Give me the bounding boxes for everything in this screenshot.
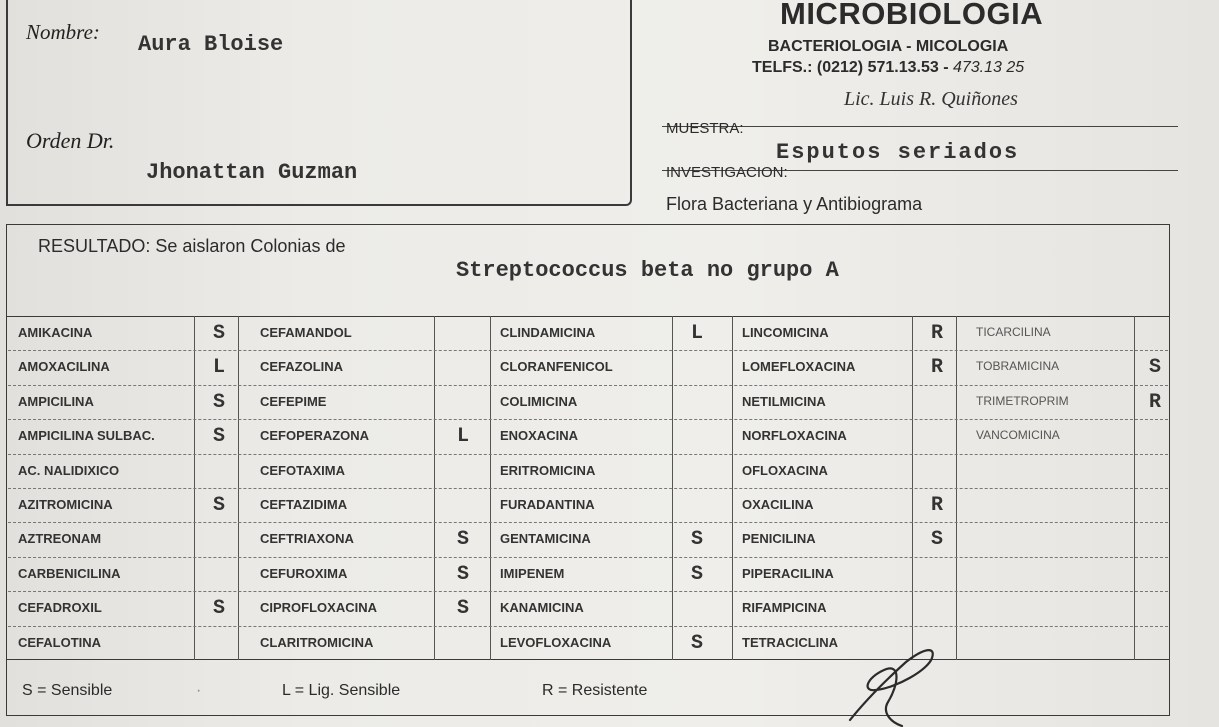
table-row-divider xyxy=(8,350,1168,351)
investigacion-label: INVESTIGACION: xyxy=(666,164,788,181)
antibiotic-name: CARBENICILINA xyxy=(18,565,121,581)
antibiotic-name: CIPROFLOXACINA xyxy=(260,600,377,616)
antibiotic-name: TOBRAMICINA xyxy=(976,359,1060,374)
antibiotic-name: PIPERACILINA xyxy=(742,565,834,581)
antibiotic-name: CEFOPERAZONA xyxy=(260,428,370,444)
result-value: Streptococcus beta no grupo A xyxy=(456,258,839,283)
susceptibility-result: L xyxy=(690,322,703,345)
susceptibility-result: S xyxy=(690,631,703,655)
table-row-divider xyxy=(8,419,1168,420)
lab-phones-main: TELFS.: (0212) 571.13.53 - xyxy=(752,59,949,76)
susceptibility-result: R xyxy=(930,356,943,380)
legend-resistente: R = Resistente xyxy=(542,682,648,699)
antibiotic-name: AZITROMICINA xyxy=(18,497,113,512)
antibiotic-name: TICARCILINA xyxy=(976,325,1051,339)
antibiotic-name: AC. NALIDIXICO xyxy=(18,462,120,478)
table-row-divider xyxy=(8,454,1168,455)
susceptibility-result: S xyxy=(690,562,703,586)
table-row-divider xyxy=(8,626,1168,627)
susceptibility-result: L xyxy=(456,425,469,449)
antibiotic-name: COLIMICINA xyxy=(500,393,578,409)
antibiotic-name: TRIMETROPRIM xyxy=(976,393,1069,408)
susceptibility-result: S xyxy=(212,425,225,449)
antibiotic-name: VANCOMICINA xyxy=(976,428,1060,443)
lab-phones-extra: 473.13 25 xyxy=(952,59,1025,76)
antibiotic-name: FURADANTINA xyxy=(500,497,595,512)
antibiotic-name: OFLOXACINA xyxy=(742,462,828,478)
name-label: Nombre: xyxy=(26,20,100,44)
antibiotic-name: PENICILINA xyxy=(742,531,816,547)
antibiotic-name: CEFUROXIMA xyxy=(260,565,348,581)
name-value: Aura Bloise xyxy=(138,32,284,57)
susceptibility-result: S xyxy=(456,562,469,586)
antibiotic-name: NORFLOXACINA xyxy=(742,428,847,444)
table-row-divider xyxy=(8,522,1168,523)
antibiotic-name: CEFAZOLINA xyxy=(260,359,344,375)
antibiotic-name: OXACILINA xyxy=(742,497,814,512)
table-row-divider xyxy=(8,557,1168,558)
antibiotic-name: CEFEPIME xyxy=(260,393,327,409)
table-row-divider xyxy=(8,488,1168,489)
antibiotic-name: NETILMICINA xyxy=(742,393,826,409)
result-label: RESULTADO: Se aislaron Colonias de xyxy=(38,236,346,256)
antibiotic-name: CEFOTAXIMA xyxy=(260,462,345,478)
table-row-divider xyxy=(8,385,1168,386)
susceptibility-result: S xyxy=(1148,356,1161,380)
susceptibility-result: R xyxy=(1148,390,1161,414)
susceptibility-result: S xyxy=(212,322,225,345)
antibiotic-name: ENOXACINA xyxy=(500,428,579,444)
antibiotic-name: CEFTRIAXONA xyxy=(260,531,354,547)
antibiotic-name: TETRACICLINA xyxy=(742,634,839,650)
legend-lig-sensible: L = Lig. Sensible xyxy=(282,682,401,699)
antibiotic-name: ERITROMICINA xyxy=(500,462,596,478)
order-value: Jhonattan Guzman xyxy=(146,160,358,185)
antibiotic-name: LOMEFLOXACINA xyxy=(742,359,856,375)
antibiotic-name: LEVOFLOXACINA xyxy=(500,634,612,650)
antibiotic-name: GENTAMICINA xyxy=(500,531,591,547)
antibiotic-name: AMPICILINA xyxy=(18,393,94,409)
antibiotic-name: IMIPENEM xyxy=(500,565,565,581)
antibiotic-name: CLINDAMICINA xyxy=(500,325,596,340)
antibiotic-name: LINCOMICINA xyxy=(742,325,829,340)
susceptibility-result: R xyxy=(930,322,943,345)
legend-sensible: S = Sensible xyxy=(22,682,113,699)
antibiotic-name: AZTREONAM xyxy=(18,531,102,547)
susceptibility-result: S xyxy=(690,528,703,552)
investigacion-value: Flora Bacteriana y Antibiograma xyxy=(666,194,923,214)
lab-title: MICROBIOLOGIA xyxy=(780,0,1044,31)
muestra-label: MUESTRA: xyxy=(666,120,744,137)
susceptibility-result: S xyxy=(212,494,225,517)
susceptibility-result: S xyxy=(456,597,469,621)
antibiotic-name: CLARITROMICINA xyxy=(260,634,374,650)
antibiotic-name: CEFALOTINA xyxy=(18,634,102,650)
order-label: Orden Dr. xyxy=(26,128,115,153)
antibiotic-name: CEFAMANDOL xyxy=(260,325,352,340)
susceptibility-result: R xyxy=(930,494,943,517)
susceptibility-result: S xyxy=(930,528,943,552)
antibiotic-name: KANAMICINA xyxy=(500,600,584,616)
lab-doctor: Lic. Luis R. Quiñones xyxy=(844,88,1018,110)
antibiotic-name: AMIKACINA xyxy=(18,325,93,340)
muestra-value: Esputos seriados xyxy=(776,140,1020,165)
antibiotic-name: CEFADROXIL xyxy=(18,600,102,616)
lab-phones xyxy=(752,59,1024,77)
antibiotic-name: CLORANFENICOL xyxy=(500,359,613,375)
antibiotic-name: AMPICILINA SULBAC. xyxy=(18,428,155,444)
table-row-divider xyxy=(8,591,1168,592)
lab-subtitle: BACTERIOLOGIA - MICOLOGIA xyxy=(768,38,1009,55)
signature-mark xyxy=(836,640,946,727)
susceptibility-result: S xyxy=(456,528,469,552)
susceptibility-result: S xyxy=(212,390,225,414)
susceptibility-result: L xyxy=(212,356,225,380)
antibiotic-name: CEFTAZIDIMA xyxy=(260,497,348,512)
legend-dot: · xyxy=(196,682,202,699)
antibiotic-name: AMOXACILINA xyxy=(18,359,110,375)
antibiotic-name: RIFAMPICINA xyxy=(742,600,827,616)
susceptibility-result: S xyxy=(212,597,225,621)
